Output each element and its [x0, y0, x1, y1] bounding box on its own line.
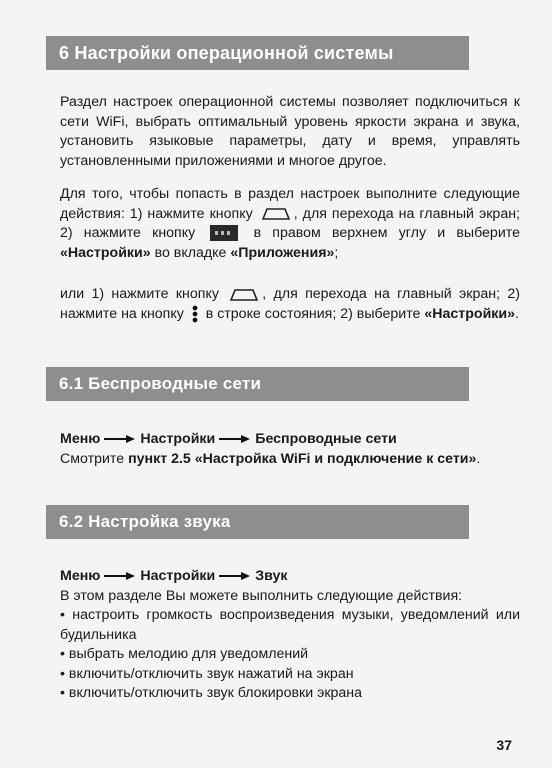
right-arrow-icon [104, 434, 136, 444]
paragraph-sound [60, 567, 520, 704]
text-segment: Смотрите [60, 450, 125, 467]
vertical-dots-icon [192, 305, 198, 323]
home-button-icon [261, 207, 291, 220]
right-arrow-icon [104, 571, 136, 581]
path-step: Беспроводные сети [255, 431, 397, 447]
list-item: • включить/отключить звук блокировки экрана [60, 685, 363, 701]
text-segment: или 1) нажмите кнопку [60, 286, 219, 302]
path-step: Меню [60, 431, 101, 447]
section-heading-6: 6 Настройки операционной системы [46, 36, 469, 70]
path-step: Настройки [140, 568, 216, 584]
text-segment: , для перехода на главный экран; 2) нажмите на кнопку [60, 286, 520, 322]
paragraph-wireless [60, 430, 520, 469]
path-step: Звук [255, 568, 288, 584]
menu-path [60, 431, 397, 447]
text-segment: В этом разделе Вы можете выполнить следующие действия: [60, 587, 463, 604]
section-heading-6-2: 6.2 Настройка звука [46, 505, 469, 539]
text-segment: в правом верхнем углу и выберите [253, 225, 520, 241]
paragraph-intro [60, 93, 520, 171]
text-segment: ; [334, 244, 339, 261]
right-arrow-icon [219, 434, 251, 444]
menu-button-icon [210, 225, 238, 241]
menu-path [60, 568, 288, 584]
right-arrow-icon [219, 571, 251, 581]
list-item: • настроить громкость воспроизведения музыки, уведомлений или будильника [60, 607, 520, 643]
text-segment: во вкладке [154, 244, 227, 261]
bold-settings-label: «Настройки» [60, 244, 151, 261]
bold-applications-label: «Приложения» [230, 244, 335, 261]
text-segment: , для перехода на главный экран; 2) нажмите кнопку [60, 205, 520, 241]
paragraph-instructions-1 [60, 185, 520, 263]
bold-settings-label: «Настройки» [424, 305, 516, 322]
paragraph-intro-text: Раздел настроек операционной системы позволяет подключиться к сети WiFi, выбрать оптимальный уровень яркости экрана и звука, установить языковые параметры, дату и время, управлять установленными приложениями и многое другое. [60, 94, 520, 169]
page-number: 37 [496, 737, 512, 753]
text-segment: . [476, 450, 481, 467]
text-segment: в строке состояния; 2) выберите [205, 305, 421, 322]
bold-reference: пункт 2.5 «Настройка WiFi и подключение к сети» [128, 450, 477, 467]
section-heading-6-1: 6.1 Беспроводные сети [46, 367, 469, 401]
paragraph-instructions-2 [60, 285, 520, 324]
list-item: • выбрать мелодию для уведомлений [60, 646, 309, 662]
text-segment: Для того, чтобы попасть в раздел настроек выполните следующие действия: 1) нажмите кнопку [60, 186, 520, 222]
home-button-icon [229, 288, 259, 301]
text-segment: . [515, 305, 519, 322]
path-step: Настройки [140, 431, 216, 447]
path-step: Меню [60, 568, 101, 584]
list-item: • включить/отключить звук нажатий на экран [60, 665, 354, 682]
